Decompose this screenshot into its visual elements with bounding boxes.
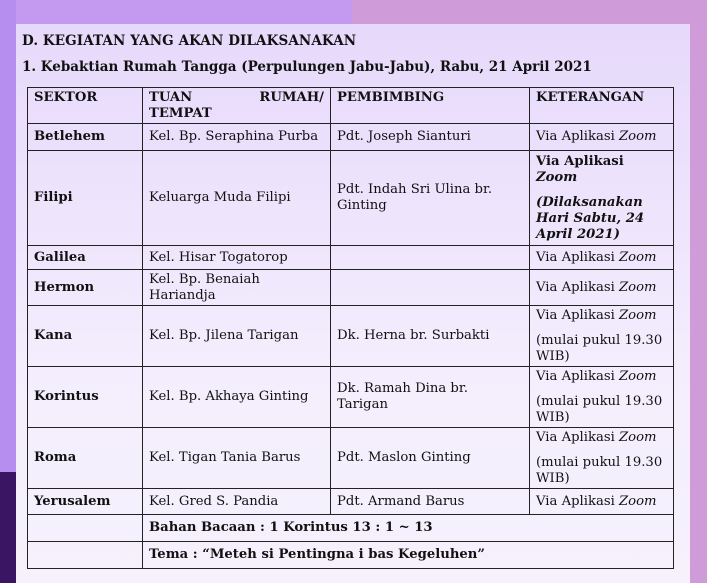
- table-row: [28, 367, 674, 428]
- bahan-bacaan-row: [28, 515, 674, 542]
- cell-pembimbing: Dk. Ramah Dina br. Tarigan: [331, 367, 530, 428]
- cell-pembimbing: [331, 246, 530, 270]
- keterangan-text: Via Aplikasi: [536, 279, 619, 295]
- background-right: [690, 0, 707, 583]
- section-heading: D. KEGIATAN YANG AKAN DILAKSANAKAN: [22, 33, 357, 49]
- zoom-text: Zoom: [619, 493, 657, 509]
- cell-keterangan: [530, 428, 674, 489]
- cell-sektor: Hermon: [28, 270, 143, 306]
- zoom-text: Zoom: [619, 307, 657, 323]
- zoom-text: Zoom: [619, 279, 657, 295]
- cell-keterangan: [530, 270, 674, 306]
- cell-pembimbing: [331, 270, 530, 306]
- cell-sektor: Yerusalem: [28, 489, 143, 515]
- keterangan-text: Via Aplikasi: [536, 153, 624, 169]
- cell-pembimbing: Pdt. Armand Barus: [331, 489, 530, 515]
- table-row: [28, 124, 674, 151]
- cell-tuan-rumah: Keluarga Muda Filipi: [143, 151, 331, 246]
- keterangan-text: Via Aplikasi: [536, 249, 619, 265]
- cell-sektor: Filipi: [28, 151, 143, 246]
- table-row: [28, 306, 674, 367]
- cell-sektor: Korintus: [28, 367, 143, 428]
- background-left: [0, 0, 16, 472]
- document-page: [16, 24, 690, 583]
- cell-pembimbing: Dk. Herna br. Surbakti: [331, 306, 530, 367]
- table-row: [28, 246, 674, 270]
- cell-keterangan: [530, 489, 674, 515]
- header-rumah-text: RUMAH/: [259, 90, 324, 105]
- cell-sektor: Betlehem: [28, 124, 143, 151]
- cell-keterangan: [530, 246, 674, 270]
- cell-tuan-rumah: Kel. Bp. Benaiah Hariandja: [143, 270, 331, 306]
- cell-tuan-rumah: Kel. Bp. Akhaya Ginting: [143, 367, 331, 428]
- cell-pembimbing: Pdt. Joseph Sianturi: [331, 124, 530, 151]
- header-keterangan: KETERANGAN: [530, 88, 674, 124]
- zoom-text: Zoom: [619, 249, 657, 265]
- keterangan-note: (mulai pukul 19.30 WIB): [536, 454, 663, 486]
- header-tuan-text: TUAN: [149, 90, 193, 105]
- cell-tuan-rumah: Kel. Gred S. Pandia: [143, 489, 331, 515]
- cell-tuan-rumah: Kel. Tigan Tania Barus: [143, 428, 331, 489]
- cell-sektor: Roma: [28, 428, 143, 489]
- zoom-text: Zoom: [619, 368, 657, 384]
- keterangan-text: Via Aplikasi: [536, 368, 619, 384]
- keterangan-text: Via Aplikasi: [536, 129, 619, 144]
- tema: Tema : “Meteh si Pentingna i bas Kegeluhen”: [143, 542, 674, 569]
- table-row: [28, 151, 674, 246]
- zoom-text: Zoom: [619, 129, 657, 144]
- header-sektor: SEKTOR: [28, 88, 143, 124]
- cell-keterangan: [530, 306, 674, 367]
- section-subheading: 1. Kebaktian Rumah Tangga (Perpulungen Jabu-Jabu), Rabu, 21 April 2021: [22, 59, 592, 75]
- cell-tuan-rumah: Kel. Bp. Seraphina Purba: [143, 124, 331, 151]
- cell-empty: [28, 542, 143, 569]
- background-top-right: [352, 0, 707, 25]
- keterangan-note: (mulai pukul 19.30 WIB): [536, 393, 663, 425]
- keterangan-text: Via Aplikasi: [536, 493, 619, 509]
- cell-keterangan: [530, 124, 674, 151]
- keterangan-text: Via Aplikasi: [536, 307, 619, 323]
- zoom-text: Zoom: [536, 169, 578, 185]
- header-tempat-text: TEMPAT: [149, 106, 212, 121]
- cell-sektor: Galilea: [28, 246, 143, 270]
- bahan-bacaan: Bahan Bacaan : 1 Korintus 13 : 1 ~ 13: [143, 515, 674, 542]
- cell-pembimbing: Pdt. Maslon Ginting: [331, 428, 530, 489]
- keterangan-note: (Dilaksanakan Hari Sabtu, 24 April 2021): [536, 194, 645, 242]
- table-row: [28, 428, 674, 489]
- table-row: [28, 489, 674, 515]
- header-pembimbing: PEMBIMBING: [331, 88, 530, 124]
- schedule-table: [27, 87, 674, 569]
- cell-pembimbing: Pdt. Indah Sri Ulina br. Ginting: [331, 151, 530, 246]
- table-header-row: [28, 88, 674, 124]
- cell-keterangan: [530, 367, 674, 428]
- cell-empty: [28, 515, 143, 542]
- background-left-dark: [0, 472, 16, 583]
- zoom-text: Zoom: [619, 429, 657, 445]
- cell-keterangan: [530, 151, 674, 246]
- header-tuan-rumah: [143, 88, 331, 124]
- cell-tuan-rumah: Kel. Bp. Jilena Tarigan: [143, 306, 331, 367]
- keterangan-text: Via Aplikasi: [536, 429, 619, 445]
- cell-tuan-rumah: Kel. Hisar Togatorop: [143, 246, 331, 270]
- keterangan-note: (mulai pukul 19.30 WIB): [536, 332, 663, 364]
- cell-sektor: Kana: [28, 306, 143, 367]
- table-row: [28, 270, 674, 306]
- tema-row: [28, 542, 674, 569]
